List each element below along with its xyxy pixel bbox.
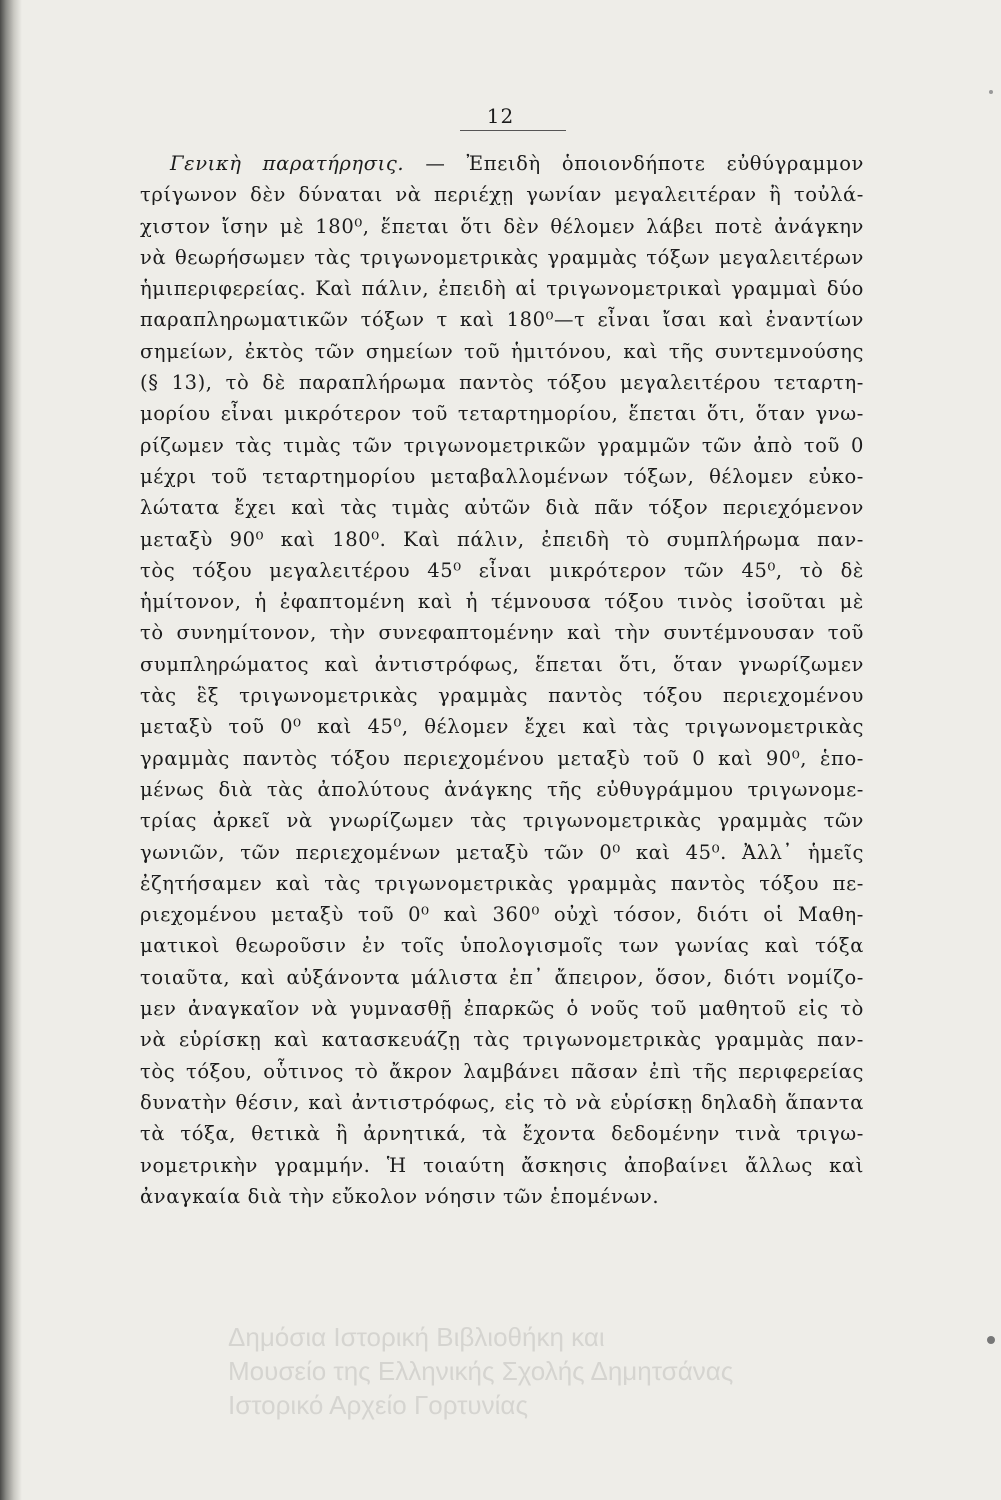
text-line-1 xyxy=(140,148,864,179)
text-line: τρίας ἀρκεῖ νὰ γνωρίζωμεν τὰς τριγωνομετρικὰς γραμμὰς τῶν xyxy=(140,809,864,833)
page-edge-mark xyxy=(987,1336,995,1344)
body-text xyxy=(140,148,864,1212)
text-line: τρίγωνον δὲν δύναται νὰ περιέχῃ γωνίαν μεγαλειτέραν ἢ τοὐλά- xyxy=(140,183,864,207)
text-line: ἡμιπεριφερείας. Καὶ πάλιν, ἐπειδὴ αἱ τριγωνομετρικαὶ γραμμαὶ δύο xyxy=(140,277,864,301)
text-line: δυνατὴν θέσιν, καὶ ἀντιστρόφως, εἰς τὸ νὰ εὑρίσκῃ δηλαδὴ ἅπαντα xyxy=(140,1090,864,1114)
text-line: ρίζωμεν τὰς τιμὰς τῶν τριγωνομετρικῶν γραμμῶν τῶν ἀπὸ τοῦ 0 xyxy=(140,433,864,457)
text-line: συμπληρώματος καὶ ἀντιστρόφως, ἕπεται ὅτι, ὅταν γνωρίζωμεν xyxy=(140,652,864,676)
text-line: τοιαῦτα, καὶ αὐξάνοντα μάλιστα ἐπ᾽ ἄπειρον, ὅσον, διότι νομίζο- xyxy=(140,965,864,989)
text-line: ριεχομένου μεταξὺ τοῦ 0⁰ καὶ 360⁰ οὐχὶ τόσον, διότι οἱ Μαθη- xyxy=(140,903,864,927)
text-line: τὰ τόξα, θετικὰ ἢ ἀρνητικά, τὰ ἔχοντα δεδομένην τινὰ τριγω- xyxy=(140,1122,864,1146)
text-line: μένως διὰ τὰς ἀπολύτους ἀνάγκης τῆς εὐθυγράμμου τριγωνομε- xyxy=(140,777,864,801)
text-line: τὰς ἓξ τριγωνομετρικὰς γραμμὰς παντὸς τόξου περιεχομένου xyxy=(140,684,864,708)
text-line: (§ 13), τὸ δὲ παραπλήρωμα παντὸς τόξου μεγαλειτέρου τεταρτη- xyxy=(140,371,864,395)
watermark-line: Δημόσια Ιστορική Βιβλιοθήκη και xyxy=(228,1322,605,1352)
text-line: χιστον ἴσην μὲ 180⁰, ἕπεται ὅτι δὲν θέλομεν λάβει ποτὲ ἀνάγκην xyxy=(140,214,864,238)
text-line: γραμμὰς παντὸς τόξου περιεχομένου μεταξὺ τοῦ 0 καὶ 90⁰, ἑπο- xyxy=(140,746,864,770)
text-line: ἡμίτονον, ἡ ἐφαπτομένη καὶ ἡ τέμνουσα τόξου τινὸς ἰσοῦται μὲ xyxy=(140,590,864,614)
text-line: μεν ἀναγκαῖον νὰ γυμνασθῇ ἐπαρκῶς ὁ νοῦς τοῦ μαθητοῦ εἰς τὸ xyxy=(140,997,864,1021)
library-watermark xyxy=(228,1320,988,1422)
text-line: νὰ εὑρίσκῃ καὶ κατασκευάζῃ τὰς τριγωνομετρικὰς γραμμὰς παν- xyxy=(140,1028,864,1052)
text-line: σημείων, ἐκτὸς τῶν σημείων τοῦ ἡμιτόνου, καὶ τῆς συντεμνούσης xyxy=(140,339,864,363)
text-line: μεταξὺ τοῦ 0⁰ καὶ 45⁰, θέλομεν ἔχει καὶ τὰς τριγωνομετρικὰς xyxy=(140,715,864,739)
text-line: μεταξὺ 90⁰ καὶ 180⁰. Καὶ πάλιν, ἐπειδὴ τὸ συμπλήρωμα παν- xyxy=(140,527,864,551)
text-line: τὸ συνημίτονον, τὴν συνεφαπτομένην καὶ τὴν συντέμνουσαν τοῦ xyxy=(140,621,864,645)
text-line: τὸς τόξου μεγαλειτέρου 45⁰ εἶναι μικρότερον τῶν 45⁰, τὸ δὲ xyxy=(140,558,864,582)
watermark-line: Ιστορικό Αρχείο Γορτυνίας xyxy=(228,1390,528,1420)
text-line: γωνιῶν, τῶν περιεχομένων μεταξὺ τῶν 0⁰ καὶ 45⁰. Ἀλλ᾽ ἡμεῖς xyxy=(140,840,864,864)
text-line-1-rest: — Ἐπειδὴ ὁποιονδήποτε εὐθύγραμμον xyxy=(425,152,864,175)
text-line: νὰ θεωρήσωμεν τὰς τριγωνομετρικὰς γραμμὰς τόξων μεγαλειτέρων xyxy=(140,245,864,269)
watermark-line: Μουσείο της Ελληνικής Σχολής Δημητσάνας xyxy=(228,1356,734,1386)
text-line: ἐζητήσαμεν καὶ τὰς τριγωνομετρικὰς γραμμὰς παντὸς τόξου πε- xyxy=(140,871,864,895)
header-rule xyxy=(460,130,566,131)
text-line: νομετρικὴν γραμμήν. Ἡ τοιαύτη ἄσκησις ἀποβαίνει ἄλλως καὶ xyxy=(140,1153,864,1177)
text-line: λώτατα ἔχει καὶ τὰς τιμὰς αὐτῶν διὰ πᾶν τόξον περιεχόμενον xyxy=(140,496,864,520)
text-line: ματικοὶ θεωροῦσιν ἐν τοῖς ὑπολογισμοῖς των γωνίας καὶ τόξα xyxy=(140,934,864,958)
text-line: τὸς τόξου, οὗτινος τὸ ἄκρον λαμβάνει πᾶσαν ἐπὶ τῆς περιφερείας xyxy=(140,1059,864,1083)
text-line: μέχρι τοῦ τεταρτημορίου μεταβαλλομένων τόξων, θέλομεν εὐκο- xyxy=(140,464,864,488)
section-heading: Γενικὴ παρατήρησις. xyxy=(170,152,405,175)
text-line-last: ἀναγκαία διὰ τὴν εὔκολον νόησιν τῶν ἑπομένων. xyxy=(140,1184,660,1208)
page-number: 12 xyxy=(486,104,515,128)
page-edge-speck xyxy=(989,90,993,94)
book-binding-shadow xyxy=(0,0,22,1500)
text-line: μορίου εἶναι μικρότερον τοῦ τεταρτημορίου, ἕπεται ὅτι, ὅταν γνω- xyxy=(140,402,864,426)
text-line: παραπληρωματικῶν τόξων τ καὶ 180⁰—τ εἶναι ἴσαι καὶ ἐναντίων xyxy=(140,308,864,332)
